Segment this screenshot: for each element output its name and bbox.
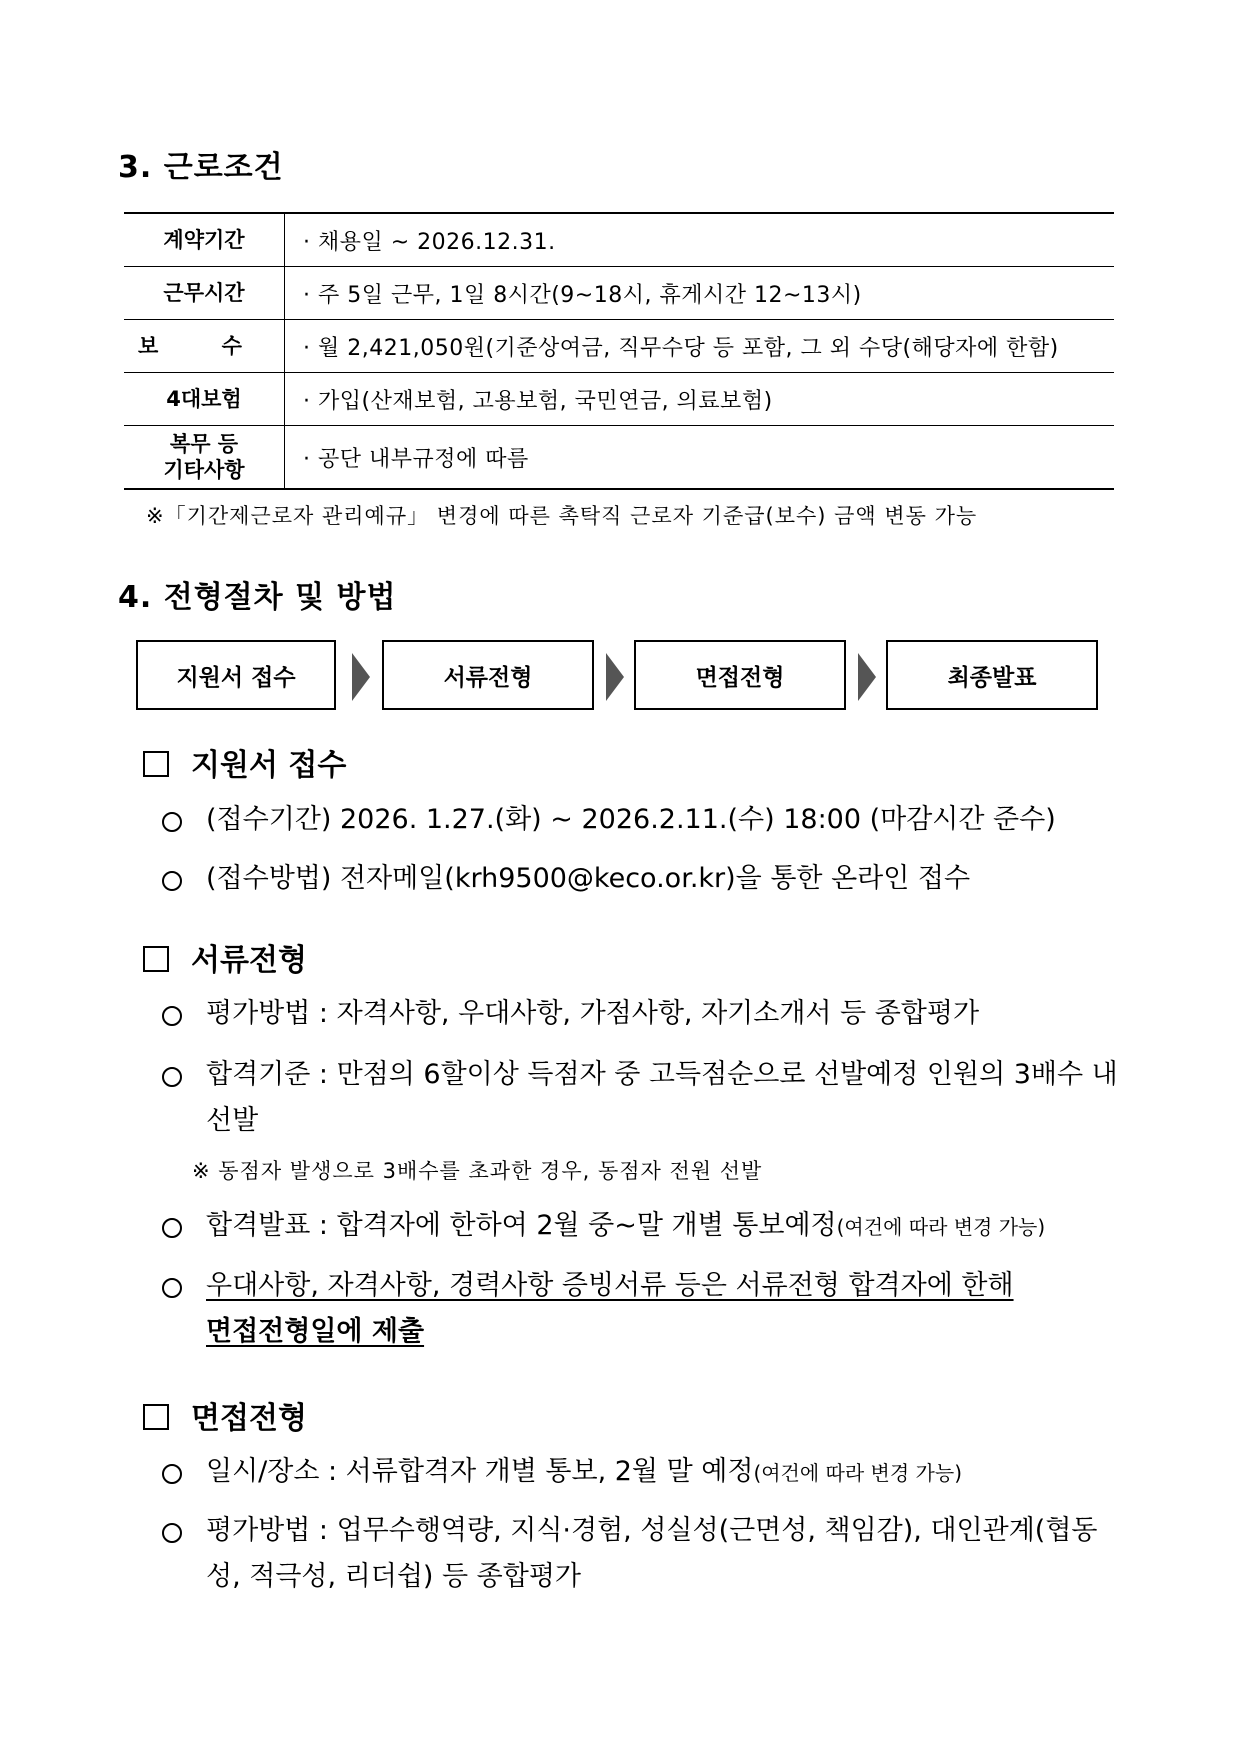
row-label: 보 수 [124,320,285,373]
conditions-note: ※「기간제근로자 관리예규」 변경에 따른 촉탁직 근로자 기준급(보수) 금액 변동 가능 [146,504,978,528]
circle-bullet-icon [162,871,182,891]
list-item [162,991,1124,1037]
document-screening-heading [143,935,307,979]
item-text [206,1263,1124,1355]
list-item [162,1263,1124,1355]
item-text: (접수방법) 전자메일(krh9500@keco.or.kr)을 통한 온라인 접수 [206,863,971,894]
table-row [124,320,1114,373]
underlined-text: 우대사항, 자격사항, 경력사항 증빙서류 등은 서류전형 합격자에 한해 [206,1270,1014,1301]
circle-bullet-icon [162,812,182,832]
working-conditions-table [124,212,1114,490]
row-value: · 공단 내부규정에 따름 [285,426,1115,490]
table-row [124,373,1114,426]
list-item [162,797,1124,843]
table-row [124,267,1114,320]
row-label: 4대보험 [124,373,285,426]
section-4-title: 4. 전형절차 및 방법 [118,580,397,615]
list-item [162,1052,1124,1144]
interview-heading [143,1393,307,1437]
table-row [124,426,1114,490]
list-item [162,856,1124,902]
row-label-line1: 복무 등 [169,432,239,456]
circle-bullet-icon [162,1067,182,1087]
circle-bullet-icon [162,1278,182,1298]
row-label: 근무시간 [124,267,285,320]
row-value: · 채용일 ~ 2026.12.31. [285,213,1115,267]
flow-step-application: 지원서 접수 [136,640,336,710]
heading-text: 서류전형 [191,943,307,978]
item-text: 합격기준 : 만점의 6할이상 득점자 중 고득점순으로 선발예정 인원의 3배수 내 선발 [206,1059,1118,1136]
heading-text: 지원서 접수 [191,748,347,783]
tie-note: ※ 동점자 발생으로 3배수를 초과한 경우, 동점자 전원 선발 [192,1159,763,1183]
flow-step-document: 서류전형 [382,640,594,710]
table-row [124,213,1114,267]
item-text [206,1203,1124,1250]
row-value: · 주 5일 근무, 1일 8시간(9~18시, 휴게시간 12~13시) [285,267,1115,320]
item-remark: (여건에 따라 변경 가능) [836,1215,1046,1239]
item-text: 평가방법 : 업무수행역량, 지식·경험, 성실성(근면성, 책임감), 대인관계(협동성, 적극성, 리더쉽) 등 종합평가 [206,1515,1098,1592]
bold-underlined-text: 면접전형일에 제출 [206,1316,425,1347]
application-heading [143,740,346,784]
square-bullet-icon [143,1404,169,1430]
list-item [162,1203,1124,1250]
circle-bullet-icon [162,1464,182,1484]
item-text: (접수기간) 2026. 1.27.(화) ~ 2026.2.11.(수) 18:00 (마감시간 준수) [206,804,1056,835]
row-label-line2: 기타사항 [163,458,245,482]
item-remark: (여건에 따라 변경 가능) [753,1461,962,1485]
square-bullet-icon [143,751,169,777]
row-value: · 월 2,421,050원(기준상여금, 직무수당 등 포함, 그 외 수당(해당자에 한함) [285,320,1115,373]
square-bullet-icon [143,946,169,972]
row-label: 계약기간 [124,213,285,267]
section-3-title: 3. 근로조건 [118,150,284,185]
list-item [162,1508,1124,1600]
row-value: · 가입(산재보험, 고용보험, 국민연금, 의료보험) [285,373,1115,426]
item-main: 일시/장소 : 서류합격자 개별 통보, 2월 말 예정 [206,1456,754,1487]
item-text [206,1449,1124,1496]
heading-text: 면접전형 [191,1401,307,1436]
circle-bullet-icon [162,1006,182,1026]
arrow-right-icon [858,653,876,701]
row-label [124,426,285,490]
circle-bullet-icon [162,1523,182,1543]
item-text: 평가방법 : 자격사항, 우대사항, 가점사항, 자기소개서 등 종합평가 [206,998,980,1029]
arrow-right-icon [606,653,624,701]
flow-step-interview: 면접전형 [634,640,846,710]
selection-process-flow [0,640,1240,714]
item-main: 합격발표 : 합격자에 한하여 2월 중~말 개별 통보예정 [206,1210,837,1241]
circle-bullet-icon [162,1218,182,1238]
list-item [162,1449,1124,1496]
flow-step-final: 최종발표 [886,640,1098,710]
arrow-right-icon [352,653,370,701]
